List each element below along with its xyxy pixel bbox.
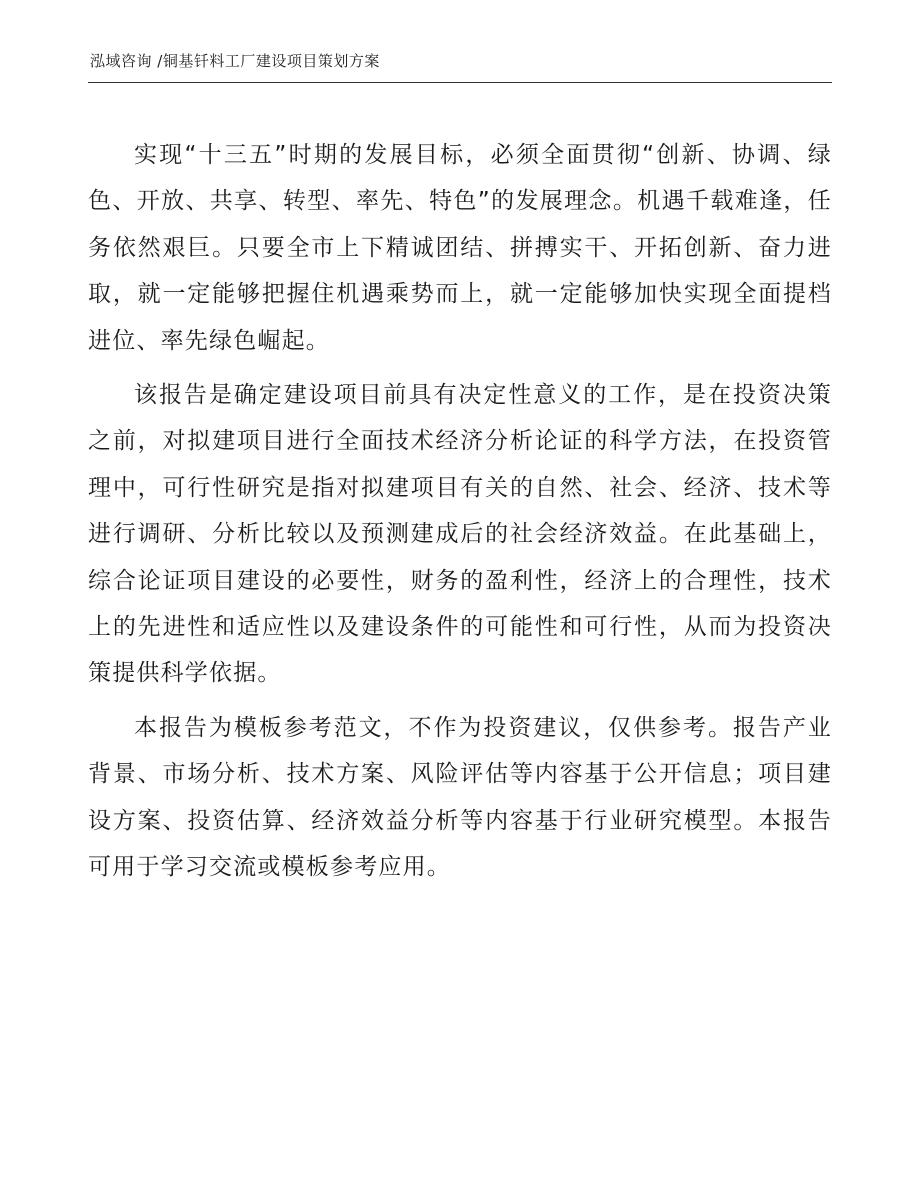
- header-title: 泓域咨询 /铜基钎料工厂建设项目策划方案: [90, 52, 380, 70]
- paragraph-development-goals: 实现“十三五”时期的发展目标，必须全面贯彻“创新、协调、绿色、开放、共享、转型、率先、特色”的发展理念。机遇千载难逢，任务依然艰巨。只要全市上下精诚团结、拼搏实干、开拓创新、奋力进取，就一定能够把握住机遇乘势而上，就一定能够加快实现全面提档进位、率先绿色崛起。: [88, 142, 832, 354]
- page-header: [88, 50, 832, 83]
- paragraph-disclaimer: 本报告为模板参考范文，不作为投资建议，仅供参考。报告产业背景、市场分析、技术方案、风险评估等内容基于公开信息；项目建设方案、投资估算、经济效益分析等内容基于行业研究模型。本报告可用于学习交流或模板参考应用。: [88, 714, 832, 881]
- paragraph-report-purpose: 该报告是确定建设项目前具有决定性意义的工作，是在投资决策之前，对拟建项目进行全面技术经济分析论证的科学方法，在投资管理中，可行性研究是指对拟建项目有关的自然、社会、经济、技术等进行调研、分析比较以及预测建成后的社会经济效益。在此基础上，综合论证项目建设的必要性，财务的盈利性，经济上的合理性，技术上的先进性和适应性以及建设条件的可能性和可行性，从而为投资决策提供科学依据。: [88, 382, 832, 687]
- document-body: [88, 132, 832, 899]
